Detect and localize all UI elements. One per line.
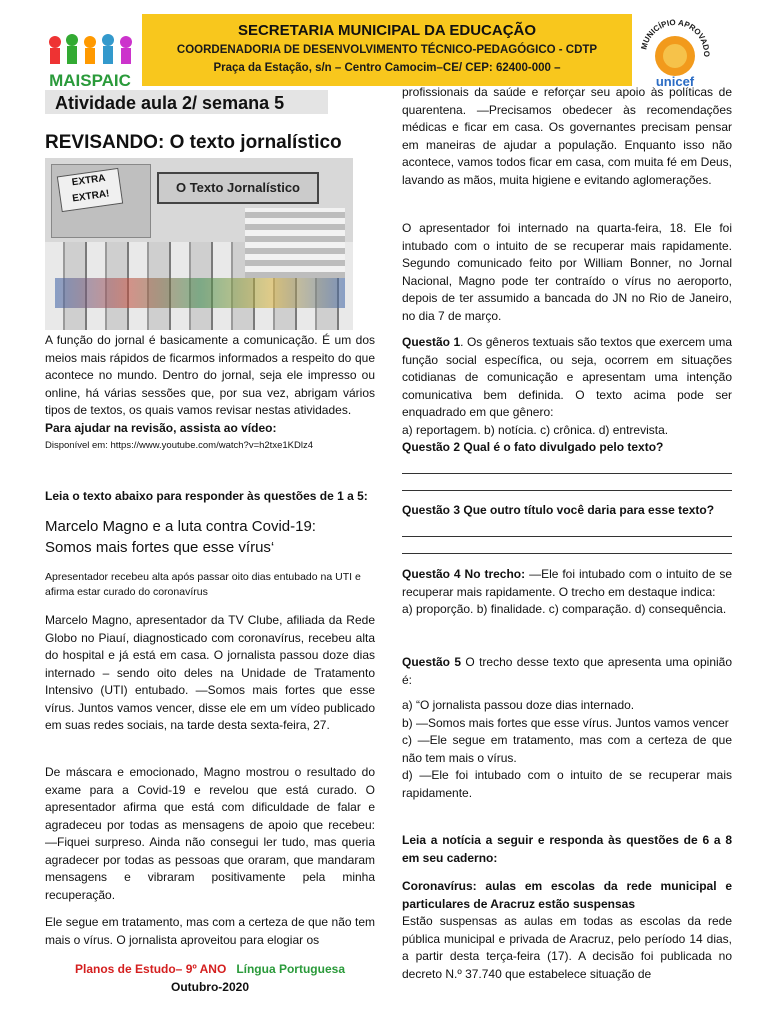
option-b: b) ―Somos mais fortes que esse vírus. Juntos vamos vencer xyxy=(402,715,729,730)
question-5: Questão 5 O trecho desse texto que apresenta uma opinião é: a) “O jornalista passou doze dias internado. b) ―Somos mais fortes que esse vírus. Juntos vamos vencer c) ―Ele segue em tratamento, mas com a certeza de que não tem mais o vírus. d) ―Ele foi intubado com o intuito de se recuperar mais rapidamente. xyxy=(402,654,732,802)
intro-paragraph: A função do jornal é basicamente a comunicação. É um dos meios mais rápidos de ficarmos informados a respeito do que acontece no mundo. Dentro do jornal, seja ele impresso ou online, há várias sessões que, por sua vez, abrigam vários tipos de textos, os quais vamos revisar nestas atividades. Para ajudar na revisão, assista ao vídeo: Disponível em: https://www.youtube.com/watch?v=h2txe1KDlz4 xyxy=(45,332,375,455)
video-link[interactable]: Disponível em: https://www.youtube.com/watch?v=h2txe1KDlz4 xyxy=(45,440,313,451)
answer-line[interactable] xyxy=(402,537,732,554)
answer-line[interactable] xyxy=(402,520,732,537)
news-paragraph-4: profissionais da saúde e reforçar seu apoio às políticas de quarentena. ―Precisamos obedecer às recomendações médicas e ficar em casa. Os governantes precisam pensar em maneiras de ajudar a população. Enquanto isso não acontece, vamos todos ficar em casa, com muita fé em Deus, lavando as mãos, muita higiene e evitando aglomerações. xyxy=(402,85,732,187)
question-1-options: a) reportagem. b) notícia. c) crônica. d) entrevista. xyxy=(402,422,669,437)
maispaic-logo xyxy=(40,30,140,92)
newspapers-image xyxy=(45,158,353,330)
option-a: a) “O jornalista passou doze dias internado. xyxy=(402,698,635,712)
news-paragraph-2: De máscara e emocionado, Magno mostrou o resultado do exame para a Covid-19 e revelou que está curado. O apresentador afirma que está com dificuldade de falar e agradeceu por todas as mensagens de apoio que recebeu: ―Fiquei surpreso. Ainda não consegui ler tudo, mas queria agradecer por todas as pessoas que oraram, que mandaram mensagens e vibraram positivamente pela minha recuperação. xyxy=(45,765,375,902)
svg-text:MUNICÍPIO APROVADO: MUNICÍPIO APROVADO xyxy=(639,18,712,57)
question-3: Questão 3 Que outro título você daria para esse texto? xyxy=(402,502,732,554)
header-address: Praça da Estação, s/n – Centro Camocim–CE/ CEP: 62400-000 – xyxy=(213,62,561,74)
option-c: c) ―Ele segue em tratamento, mas com a certeza de que não tem mais o vírus. xyxy=(402,733,732,765)
news-paragraph-5: O apresentador foi internado na quarta-feira, 18. Ele foi intubado com o intuito de se recuperar mais rapidamente. Segundo comunicado feito por William Bonner, no Jornal Nacional, Magno pode ter contraído o vírus no aeroporto, depois de ter assumido a bancada do JN no Rio de Janeiro, no dia 7 de março. xyxy=(402,221,732,323)
news-2-title: Coronavírus: aulas em escolas da rede municipal e particulares de Aracruz estão suspensas xyxy=(402,879,732,911)
question-4: Questão 4 No trecho: ―Ele foi intubado com o intuito de se recuperar mais rapidamente. O trecho em destaque indica: a) proporção. b) finalidade. c) comparação. d) consequência. xyxy=(402,566,732,619)
question-4-options: a) proporção. b) finalidade. c) comparação. d) consequência. xyxy=(402,602,727,616)
header-secretaria: SECRETARIA MUNICIPAL DA EDUCAÇÃO xyxy=(237,22,537,39)
news-title: Marcelo Magno e a luta contra Covid-19: Somos mais fortes que esse vírus‘ xyxy=(45,518,316,556)
footer-plan: Planos de Estudo– 9º ANO Língua Portuguesa xyxy=(75,962,345,976)
news-paragraph-1: Marcelo Magno, apresentador da TV Clube, afiliada da Rede Globo no Piauí, diagnosticado com coronavírus, recebeu alta do hospital e já está em casa. O jornalista passou doze dias internado – sendo oito deles na Unidade de Tratamento Intensivo (UTI) entubado. ―Somos mais fortes que esse vírus. Juntos vamos vencer, disse ele em um vídeo publicado em suas redes sociais, na tarde desta sexta-feira, 27. xyxy=(45,613,375,732)
option-d: d) ―Ele foi intubado com o intuito de se recuperar mais rapidamente. xyxy=(402,768,732,800)
activity-title: Atividade aula 2/ semana 5 xyxy=(45,90,328,114)
section-heading: REVISANDO: O texto jornalístico xyxy=(45,132,342,153)
instruction-6-8: Leia a notícia a seguir e responda às questões de 6 a 8 em seu caderno: xyxy=(402,833,732,865)
instruction-1-5: Leia o texto abaixo para responder às questões de 1 a 5: xyxy=(45,489,368,503)
news-paragraph-3: Ele segue em tratamento, mas com a certeza de que não tem mais o vírus. O jornalista aproveitou para elogiar os xyxy=(45,915,375,947)
news-2 xyxy=(402,878,732,983)
svg-text:unicef: unicef xyxy=(655,74,695,89)
footer-date: Outubro-2020 xyxy=(170,980,249,994)
video-call: Para ajudar na revisão, assista ao vídeo: xyxy=(45,420,277,435)
unicef-approved-logo xyxy=(634,18,716,90)
answer-line[interactable] xyxy=(402,474,732,491)
answer-line[interactable] xyxy=(402,457,732,474)
news-2-text: Estão suspensas as aulas em todas as escolas da rede pública municipal e privada de Aracruz, pelo período 14 dias, a partir desta terça-feira (17). A decisão foi publicada no decreto N.º 37.740 que estabelece situação de xyxy=(402,914,732,981)
news-subtitle: Apresentador recebeu alta após passar oito dias entubado na UTI e afirma estar curado do coronavírus xyxy=(45,571,361,598)
extra-paper: EXTRA EXTRA! xyxy=(57,168,123,212)
header-coordenadoria: COORDENADORIA DE DESENVOLVIMENTO TÉCNICO-PEDAGÓGICO - CDTP xyxy=(176,44,598,56)
question-2: Questão 2 Qual é o fato divulgado pelo texto? xyxy=(402,440,664,454)
image-label: O Texto Jornalístico xyxy=(157,172,319,204)
svg-text:MAISPAIC: MAISPAIC xyxy=(49,71,131,90)
question-1: Questão 1. Os gêneros textuais são textos que exercem uma função social específica, ou seja, ocorrem em situações cotidianas de comunicação e apresentam uma intenção comunicativa bem definida. O texto acima pode ser enquadrado em que gênero: a) reportagem. b) notícia. c) crônica. d) entrevista. Questão 2 Qual é o fato divulgado pelo texto? xyxy=(402,334,732,491)
